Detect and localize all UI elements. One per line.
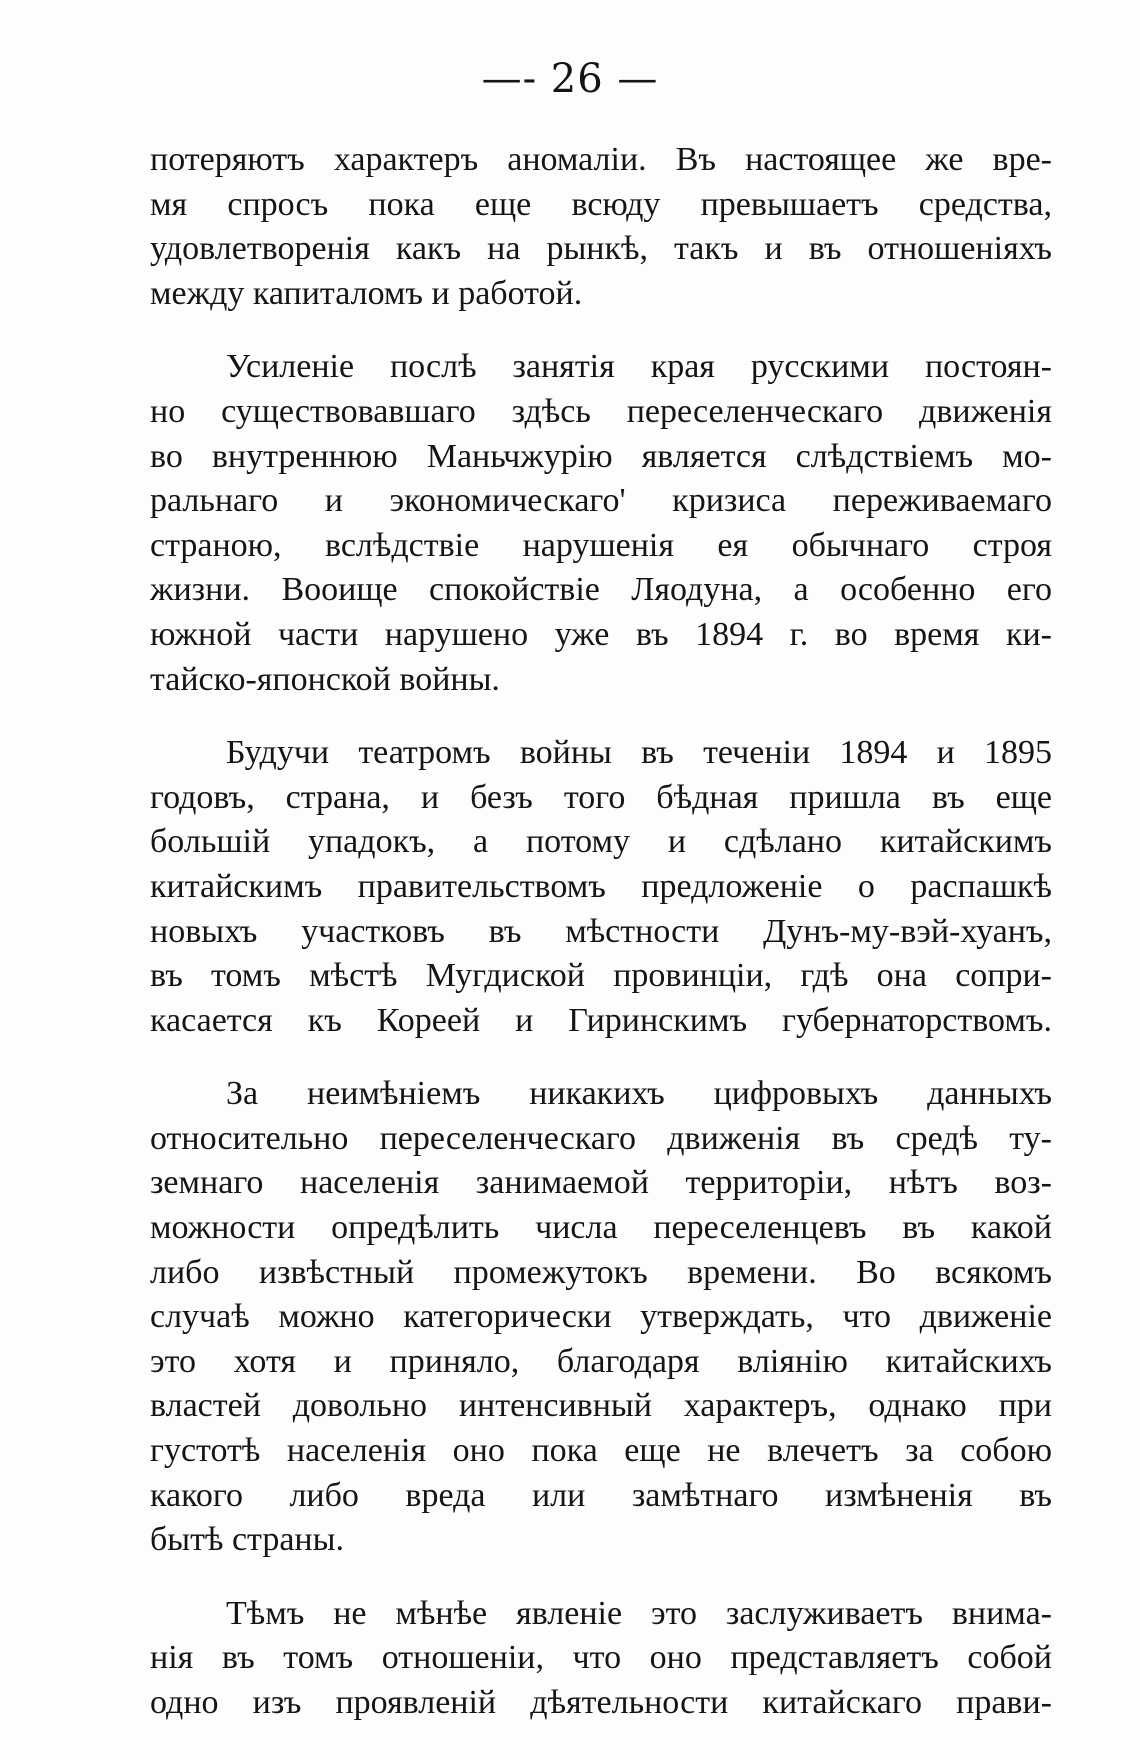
text-line: въ томъ мѣстѣ Мугдиской провинціи, гдѣ она сопри- bbox=[150, 957, 1052, 995]
text-line: властей довольно интенсивный характеръ, однако при bbox=[150, 1387, 1052, 1425]
text-line: случаѣ можно категорически утверждать, что движеніе bbox=[150, 1298, 1052, 1336]
paragraph-4 bbox=[150, 1072, 1052, 1563]
text-line: либо извѣстный промежутокъ времени. Во всякомъ bbox=[150, 1253, 1052, 1291]
text-line: За неимѣніемъ никакихъ цифровыхъ данныхъ bbox=[226, 1075, 1052, 1113]
text-line: земнаго населенія занимаемой территоріи, нѣтъ воз- bbox=[150, 1164, 1052, 1202]
text-line: Будучи театромъ войны въ теченіи 1894 и 1895 bbox=[226, 734, 1052, 772]
text-line: удовлетворенія какъ на рынкѣ, такъ и въ отношеніяхъ bbox=[150, 230, 1052, 268]
text-line: во внутреннюю Маньчжурію является слѣдствіемъ мо- bbox=[150, 437, 1052, 475]
text-line: китайскимъ правительствомъ предложеніе о распашкѣ bbox=[150, 867, 1052, 905]
page-number: —- 26 — bbox=[481, 56, 659, 102]
page-body bbox=[150, 138, 1052, 1755]
text-line: касается къ Кореей и Гиринскимъ губернаторствомъ. bbox=[150, 1001, 1052, 1039]
text-line: ральнаго и экономическаго' кризиса переживаемаго bbox=[150, 482, 1052, 520]
text-line: бытѣ страны. bbox=[150, 1521, 344, 1559]
text-line: какого либо вреда или замѣтнаго измѣненія въ bbox=[150, 1476, 1052, 1514]
text-line: между капиталомъ и работой. bbox=[150, 274, 583, 312]
text-line: Усиленіе послѣ занятія края русскими постоян- bbox=[226, 348, 1052, 386]
text-line: относительно переселенческаго движенія въ средѣ ту- bbox=[150, 1119, 1052, 1157]
text-line: новыхъ участковъ въ мѣстности Дунъ-му-вэй-хуанъ, bbox=[150, 912, 1052, 950]
paragraph-2 bbox=[150, 345, 1052, 702]
text-line: но существовавшаго здѣсь переселенческаго движенія bbox=[150, 392, 1052, 430]
paragraph-1 bbox=[150, 138, 1052, 316]
text-line: жизни. Вооище спокойствіе Ляодуна, а особенно его bbox=[150, 571, 1052, 609]
text-line: густотѣ населенія оно пока еще не влечетъ за собою bbox=[150, 1432, 1052, 1470]
text-line: Тѣмъ не мѣнѣе явленіе это заслуживаетъ внима- bbox=[226, 1594, 1052, 1632]
paragraph-3 bbox=[150, 731, 1052, 1043]
text-line: большій упадокъ, а потому и сдѣлано китайскимъ bbox=[150, 823, 1052, 861]
text-line: можности опредѣлить числа переселенцевъ въ какой bbox=[150, 1209, 1052, 1247]
text-line: мя спросъ пока еще всюду превышаетъ средства, bbox=[150, 185, 1052, 223]
text-line: страною, вслѣдствіе нарушенія ея обычнаго строя bbox=[150, 526, 1052, 564]
text-line: годовъ, страна, и безъ того бѣдная пришла въ еще bbox=[150, 778, 1052, 816]
paragraph-5 bbox=[150, 1592, 1052, 1726]
text-line: тайско-японской войны. bbox=[150, 660, 500, 698]
text-line: это хотя и приняло, благодаря вліянію китайскихъ bbox=[150, 1342, 1052, 1380]
text-line: потеряютъ характеръ аномаліи. Въ настоящее же вре- bbox=[150, 141, 1052, 178]
text-line: нія въ томъ отношеніи, что оно представляетъ собой bbox=[150, 1639, 1052, 1677]
text-line: одно изъ проявленій дѣятельности китайскаго прави- bbox=[150, 1684, 1052, 1721]
text-line: южной части нарушено уже въ 1894 г. во время ки- bbox=[150, 615, 1052, 653]
